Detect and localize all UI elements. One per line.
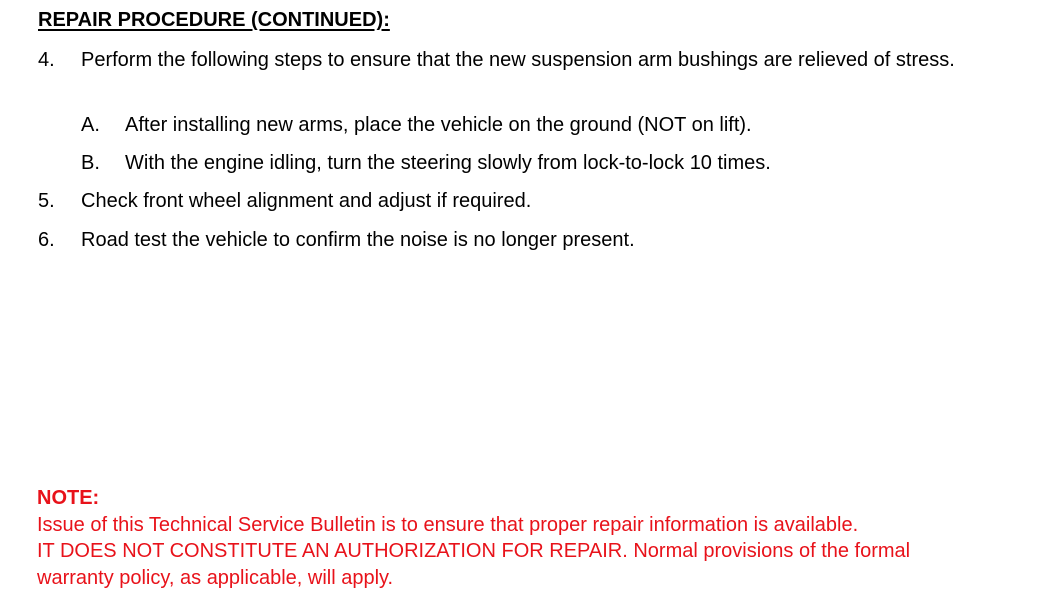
step-text: Perform the following steps to ensure that the new suspension arm bushings are relieved of stress.	[81, 49, 955, 71]
note-line-3: warranty policy, as applicable, will apply.	[37, 566, 394, 589]
note-block	[37, 485, 1052, 591]
step-number: 4.	[38, 49, 55, 71]
substep-text: With the engine idling, turn the steering slowly from lock-to-lock 10 times.	[125, 152, 771, 174]
step-text: Road test the vehicle to confirm the noise is no longer present.	[81, 229, 635, 251]
substep-text: After installing new arms, place the vehicle on the ground (NOT on lift).	[125, 114, 752, 136]
note-line-2: IT DOES NOT CONSTITUTE AN AUTHORIZATION FOR REPAIR. Normal provisions of the formal	[37, 540, 911, 562]
step-number: 5.	[38, 190, 55, 212]
note-label: NOTE:	[37, 487, 100, 509]
note-line-1: Issue of this Technical Service Bulletin is to ensure that proper repair information is available.	[37, 513, 859, 536]
section-heading: REPAIR PROCEDURE (CONTINUED):	[38, 9, 390, 31]
step-number: 6.	[38, 229, 55, 251]
substep-letter: B.	[81, 152, 100, 174]
step-text: Check front wheel alignment and adjust if required.	[81, 190, 532, 212]
substep-letter: A.	[81, 114, 100, 136]
